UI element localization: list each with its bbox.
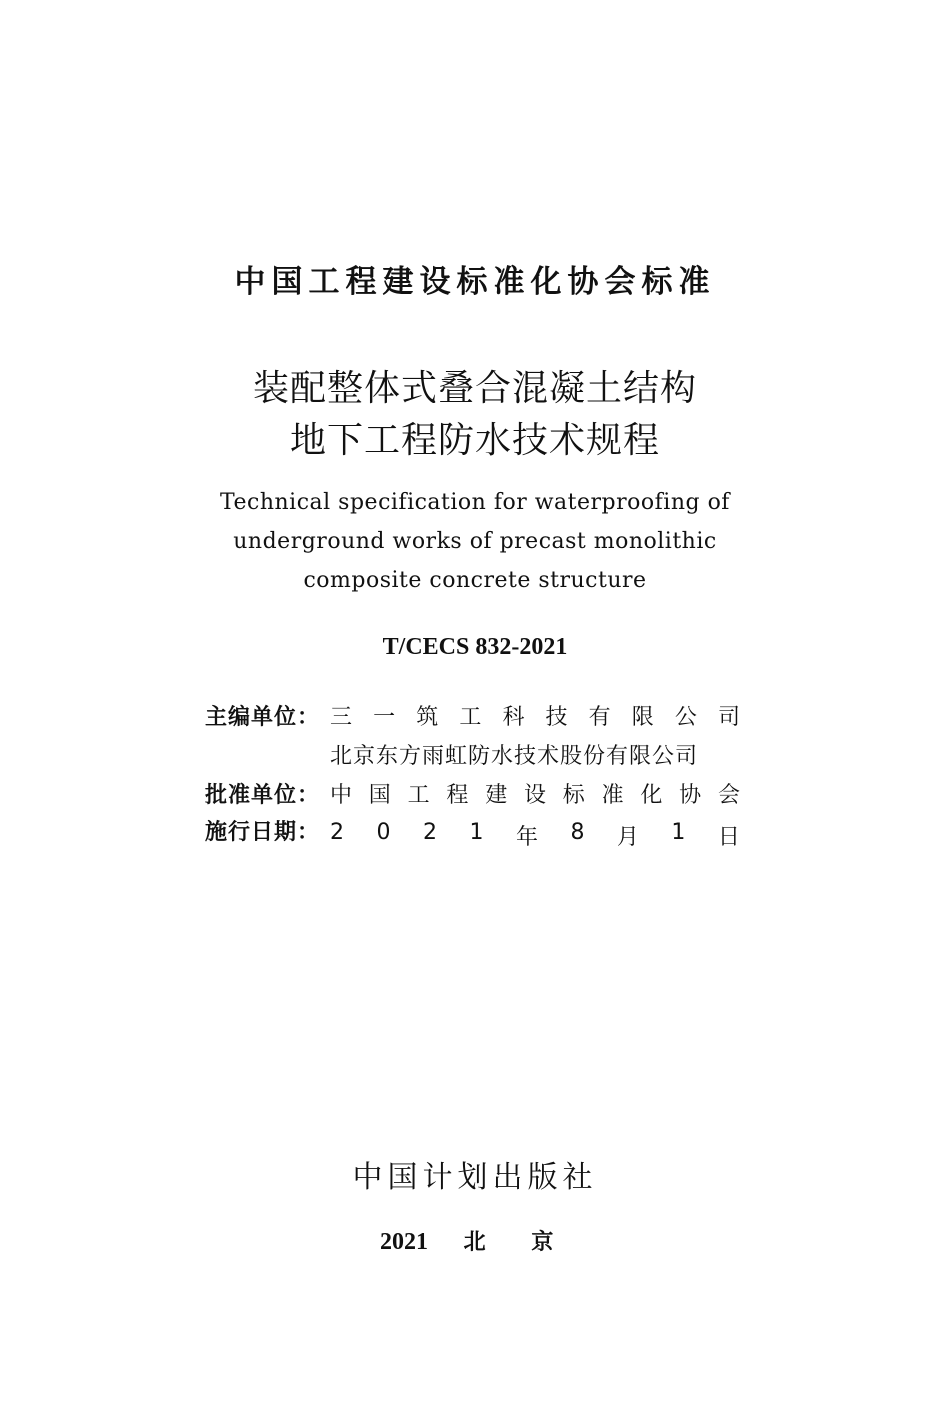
standard-code: T/CECS 832-2021 xyxy=(382,634,568,660)
char: 中 xyxy=(330,783,353,808)
char: 工 xyxy=(459,705,482,730)
effective-date xyxy=(330,820,740,851)
char: 2 xyxy=(330,820,344,845)
char: 限 xyxy=(631,705,654,730)
chief-editor-2: 北京东方雨虹防水技术股份有限公司 xyxy=(330,744,699,769)
chief-editor-1 xyxy=(330,700,740,731)
char: 筑 xyxy=(416,705,439,730)
series-title: 中国工程建设标准化协会标准 xyxy=(234,264,716,300)
char: 1 xyxy=(671,820,686,845)
char: 8 xyxy=(570,820,585,845)
char: 国 xyxy=(368,783,391,808)
char: 化 xyxy=(640,783,663,808)
char: 公 xyxy=(674,705,697,730)
char: 技 xyxy=(545,705,568,730)
title-cn-line-2: 地下工程防水技术规程 xyxy=(289,420,660,461)
chief-editor-row xyxy=(205,700,740,731)
chief-editor-label: 主编单位： xyxy=(205,705,321,730)
char: 2 xyxy=(422,820,437,845)
char: 一 xyxy=(373,705,396,730)
title-en-line-3: composite concrete structure xyxy=(303,568,647,593)
char: 程 xyxy=(446,783,469,808)
char: 有 xyxy=(588,705,611,730)
approver xyxy=(330,778,740,809)
char: 0 xyxy=(376,820,391,845)
char: 工 xyxy=(407,783,430,808)
char: 科 xyxy=(502,705,525,730)
title-cn-line-1: 装配整体式叠合混凝土结构 xyxy=(252,368,697,409)
approver-label: 批准单位： xyxy=(205,783,321,808)
publication-place xyxy=(380,1225,553,1256)
char: 建 xyxy=(485,783,508,808)
char: 月 xyxy=(616,825,639,850)
char: 会 xyxy=(717,783,740,808)
city-char: 京 xyxy=(531,1230,554,1255)
char: 准 xyxy=(601,783,624,808)
chief-editor-row-2 xyxy=(205,739,740,770)
date-label: 施行日期： xyxy=(205,820,321,845)
approver-row xyxy=(205,778,740,809)
char: 日 xyxy=(717,825,740,850)
effective-date-row xyxy=(205,815,740,851)
char: 年 xyxy=(515,825,538,850)
publisher: 中国计划出版社 xyxy=(352,1160,598,1195)
char: 1 xyxy=(469,820,484,845)
city-char: 北 xyxy=(463,1230,486,1255)
char: 三 xyxy=(330,705,353,730)
title-en-line-2: underground works of precast monolithic xyxy=(233,529,717,554)
publication-year: 2021 xyxy=(380,1229,428,1255)
title-en-line-1: Technical specification for waterproofing of xyxy=(220,490,730,515)
char: 司 xyxy=(717,705,740,730)
char: 协 xyxy=(679,783,702,808)
char: 设 xyxy=(523,783,546,808)
char: 标 xyxy=(562,783,585,808)
